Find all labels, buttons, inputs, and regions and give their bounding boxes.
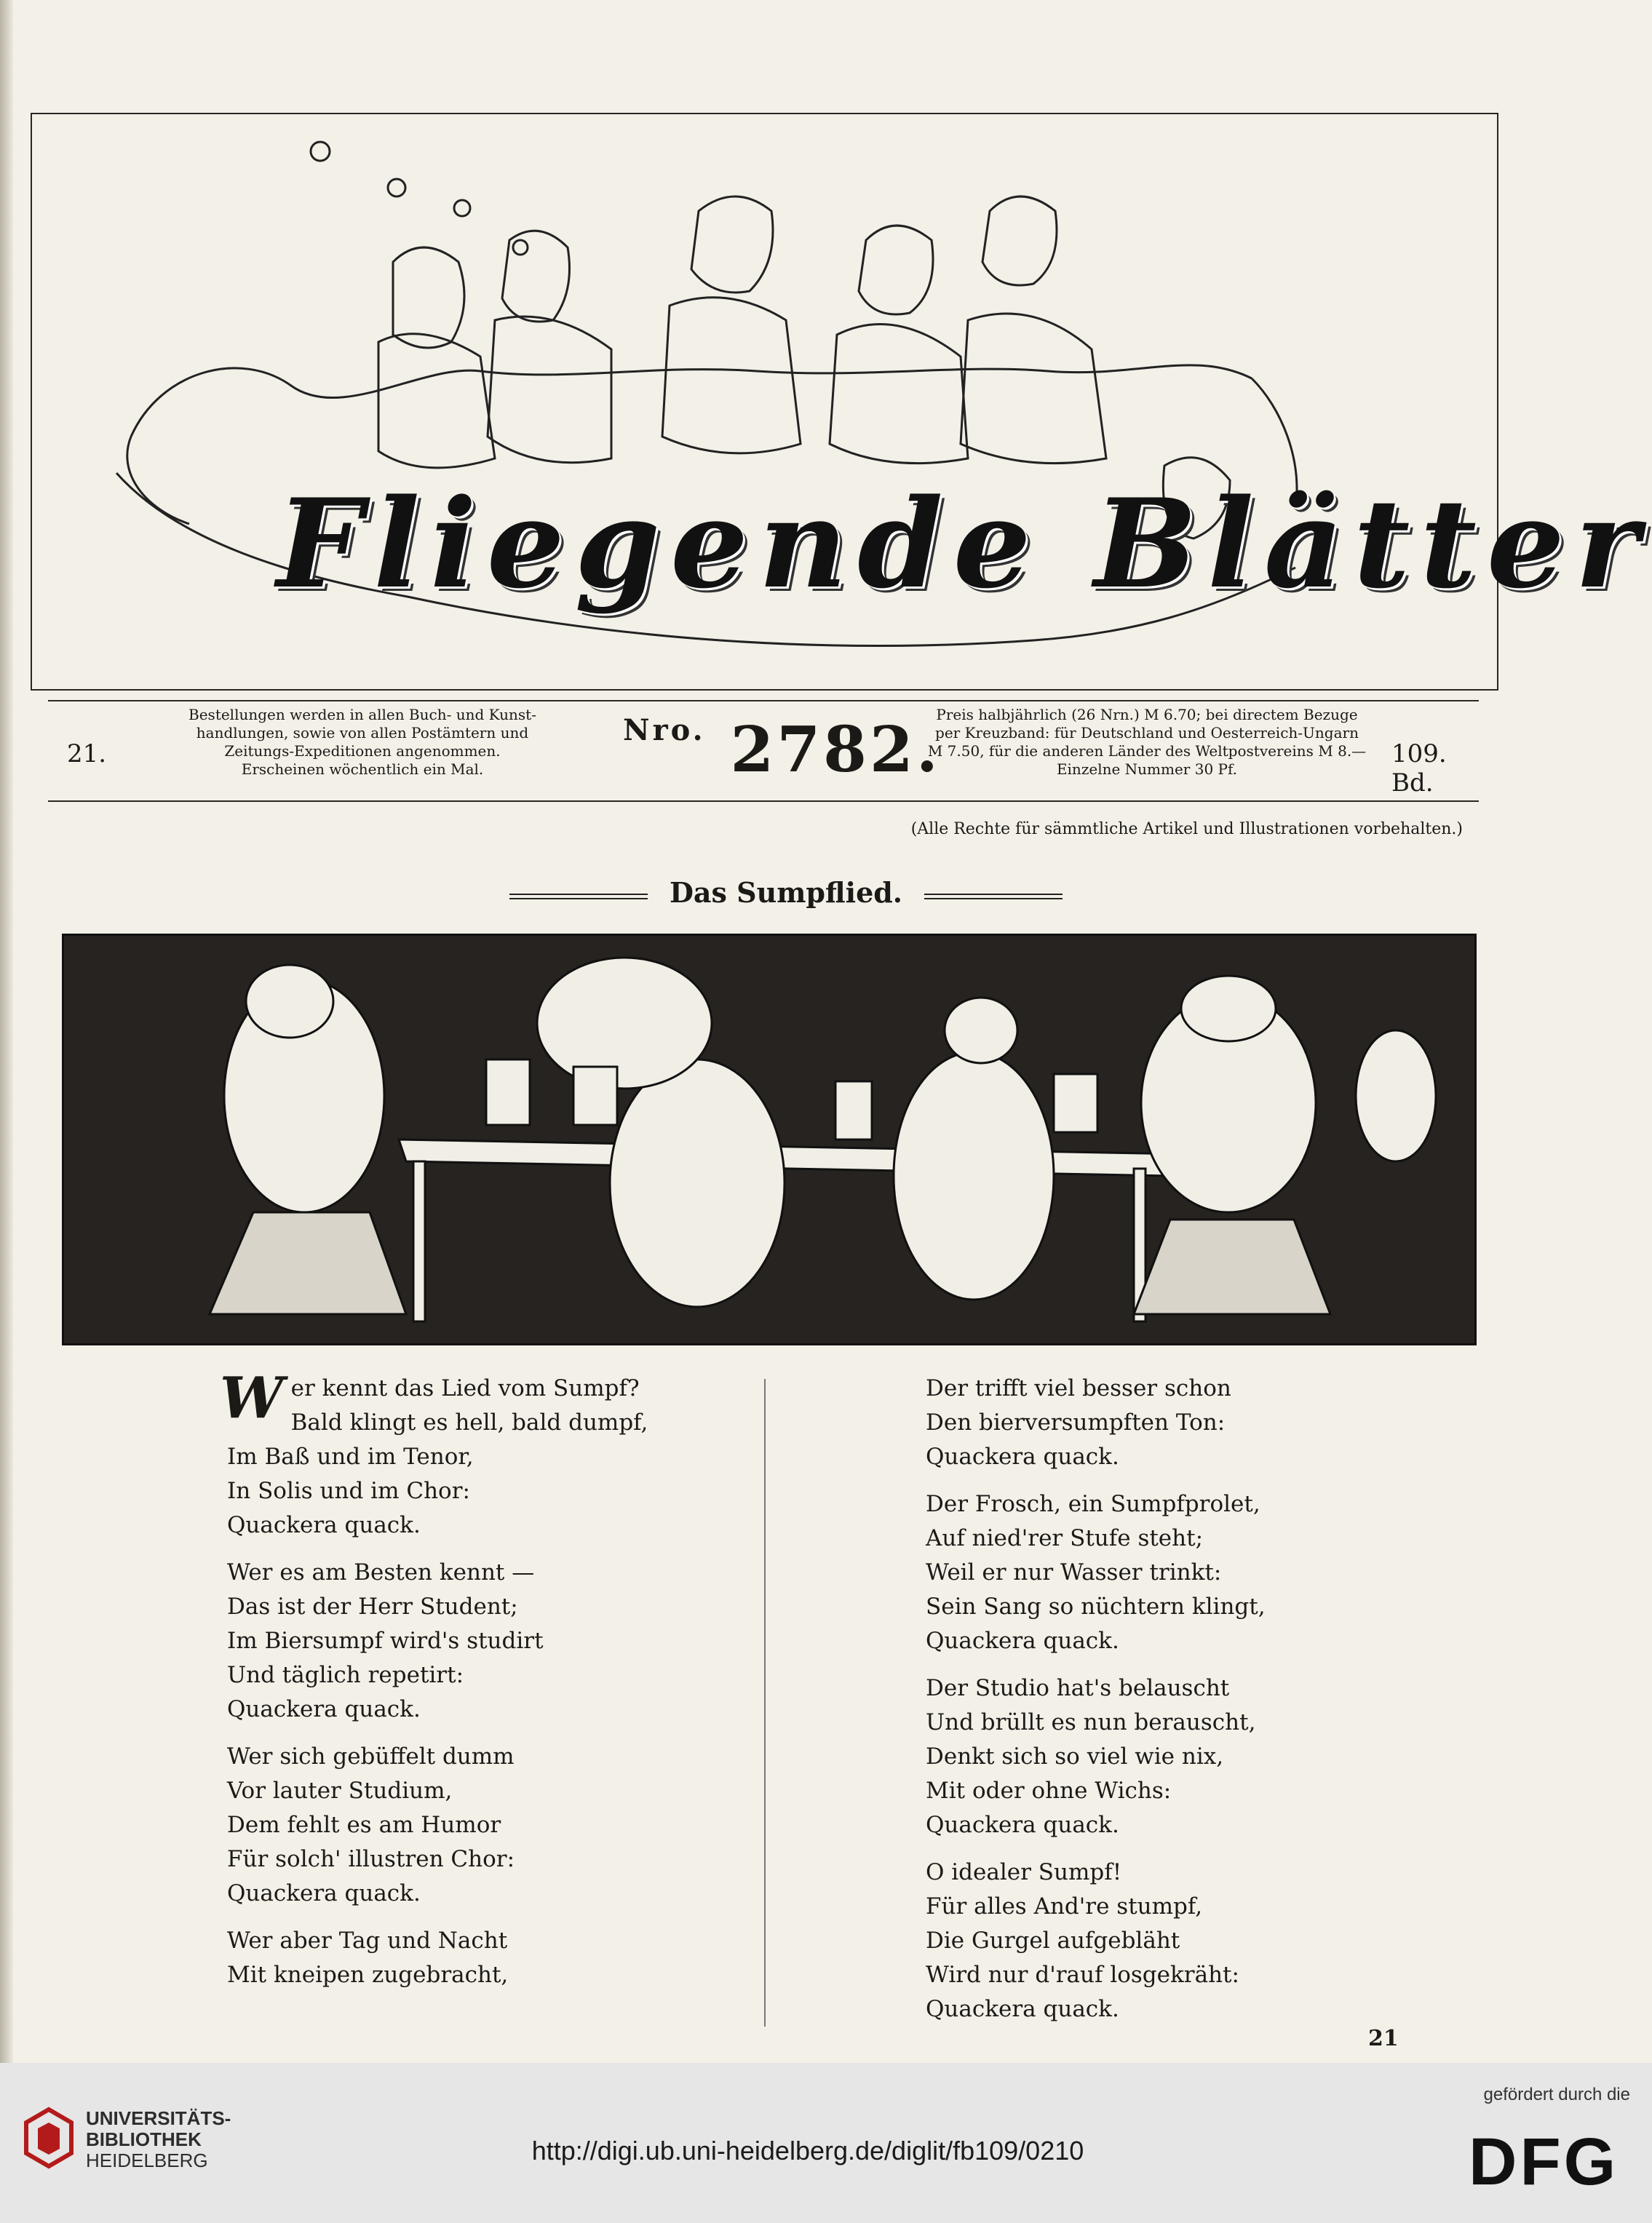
verse-line: Wer sich gebüffelt dumm: [227, 1743, 515, 1770]
sponsor-text: gefördert durch die: [1483, 2085, 1630, 2104]
verse-line: Das ist der Herr Student;: [227, 1594, 518, 1620]
verse-line: Und brüllt es nun berauscht,: [926, 1709, 1256, 1735]
rights-notice: (Alle Rechte für sämmtliche Artikel und Illustrationen vorbehalten.): [910, 820, 1463, 838]
column-divider: [764, 1379, 766, 2027]
verse-line: Im Biersumpf wird's studirt: [227, 1628, 544, 1654]
verse-line: Wer aber Tag und Nacht: [227, 1928, 508, 1954]
poem-title: Das Sumpflied.: [669, 876, 903, 909]
digitization-footer: [0, 2063, 1652, 2223]
library-name-line: HEIDELBERG: [86, 2150, 208, 2171]
verse-line: Der Studio hat's belauscht: [926, 1675, 1230, 1701]
verse-line: Dem fehlt es am Humor: [227, 1812, 501, 1838]
verse-line: Mit oder ohne Wichs:: [926, 1778, 1172, 1804]
price-line: per Kreuzband: für Deutschland und Oesterreich-Ungarn: [935, 724, 1359, 741]
verse-line: Die Gurgel aufgebläht: [926, 1928, 1180, 1954]
verse-line: er kennt das Lied vom Sumpf?: [290, 1375, 640, 1401]
library-name-line: UNIVERSITÄTS-: [86, 2107, 231, 2129]
verse-line: Quackera quack.: [926, 1444, 1119, 1470]
ordering-line: Bestellungen werden in allen Buch- und Kunst-: [188, 706, 536, 723]
verse-line: Bald klingt es hell, bald dumpf,: [290, 1409, 648, 1436]
drop-cap: W: [220, 1365, 284, 1431]
price-info: [885, 706, 1409, 779]
verse-line: Auf nied'rer Stufe steht;: [926, 1525, 1204, 1551]
verse-line: Sein Sang so nüchtern klingt,: [926, 1594, 1266, 1620]
page-number: 21: [1368, 2026, 1399, 2051]
verse-line: Den bierversumpften Ton:: [926, 1409, 1226, 1436]
number-value: 2782.: [730, 713, 941, 787]
verse-line: Vor lauter Studium,: [227, 1778, 453, 1804]
verse-line: Quackera quack.: [227, 1696, 421, 1722]
verse-line: Für solch' illustren Chor:: [227, 1846, 515, 1872]
illustration-drawing: [64, 936, 1474, 1343]
verse-line: Im Baß und im Tenor,: [227, 1444, 474, 1470]
verse-line: Weil er nur Wasser trinkt:: [926, 1559, 1222, 1586]
issue-number-left: 21.: [67, 739, 107, 768]
dfg-logo: DFG: [1469, 2125, 1619, 2199]
ordering-line: Erscheinen wöchentlich ein Mal.: [241, 760, 484, 778]
masthead-title: Fliegende Blätter: [277, 472, 1650, 616]
permalink-url[interactable]: http://digi.ub.uni-heidelberg.de/diglit/fb109/0210: [531, 2136, 1084, 2166]
verse-line: Wer es am Besten kennt —: [227, 1559, 535, 1586]
verse-line: Für alles And're stumpf,: [926, 1893, 1203, 1920]
price-line: Einzelne Nummer 30 Pf.: [1056, 760, 1238, 778]
verse-line: Mit kneipen zugebracht,: [227, 1962, 509, 1988]
poem-right-column: [926, 1372, 1450, 2027]
price-line: Preis halbjährlich (26 Nrn.) M 6.70; bei directem Bezuge: [936, 706, 1358, 723]
frog-tavern-illustration: [62, 934, 1477, 1345]
page-spine-shadow: [0, 0, 13, 2063]
ordering-info: [122, 706, 603, 779]
verse-line: Quackera quack.: [926, 1812, 1119, 1838]
verse-line: Quackera quack.: [227, 1512, 421, 1538]
issue-bar: [48, 706, 1479, 797]
verse-line: Wird nur d'rauf losgekräht:: [926, 1962, 1239, 1988]
price-line: M 7.50, für die anderen Länder des Weltpostvereins M 8.—: [927, 742, 1367, 760]
issue-bar-top-rule: [48, 700, 1479, 701]
verse-line: Der Frosch, ein Sumpfprolet,: [926, 1491, 1260, 1517]
ordering-line: Zeitungs-Expeditionen angenommen.: [224, 742, 501, 760]
verse-line: In Solis und im Chor:: [227, 1478, 470, 1504]
volume-number: 109. Bd.: [1391, 739, 1447, 798]
title-ornament-right: [924, 894, 1063, 899]
poem-title-block: [509, 876, 1063, 912]
number-prefix: Nro.: [623, 713, 706, 747]
verse-line: Quackera quack.: [926, 1628, 1119, 1654]
poem-left-column: [220, 1365, 751, 1992]
ordering-line: handlungen, sowie von allen Postämtern und: [196, 724, 529, 741]
verse-line: Und täglich repetirt:: [227, 1662, 464, 1688]
verse-line: Quackera quack.: [227, 1880, 421, 1906]
issue-bar-bottom-rule: [48, 800, 1479, 802]
library-name: [86, 2108, 231, 2171]
verse-line: O idealer Sumpf!: [926, 1859, 1122, 1885]
university-library-logo-icon: [23, 2107, 74, 2169]
verse-line: Denkt sich so viel wie nix,: [926, 1743, 1224, 1770]
library-name-line: BIBLIOTHEK: [86, 2128, 202, 2150]
verse-line: Quackera quack.: [926, 1996, 1119, 2022]
verse-line: Der trifft viel besser schon: [926, 1375, 1231, 1401]
